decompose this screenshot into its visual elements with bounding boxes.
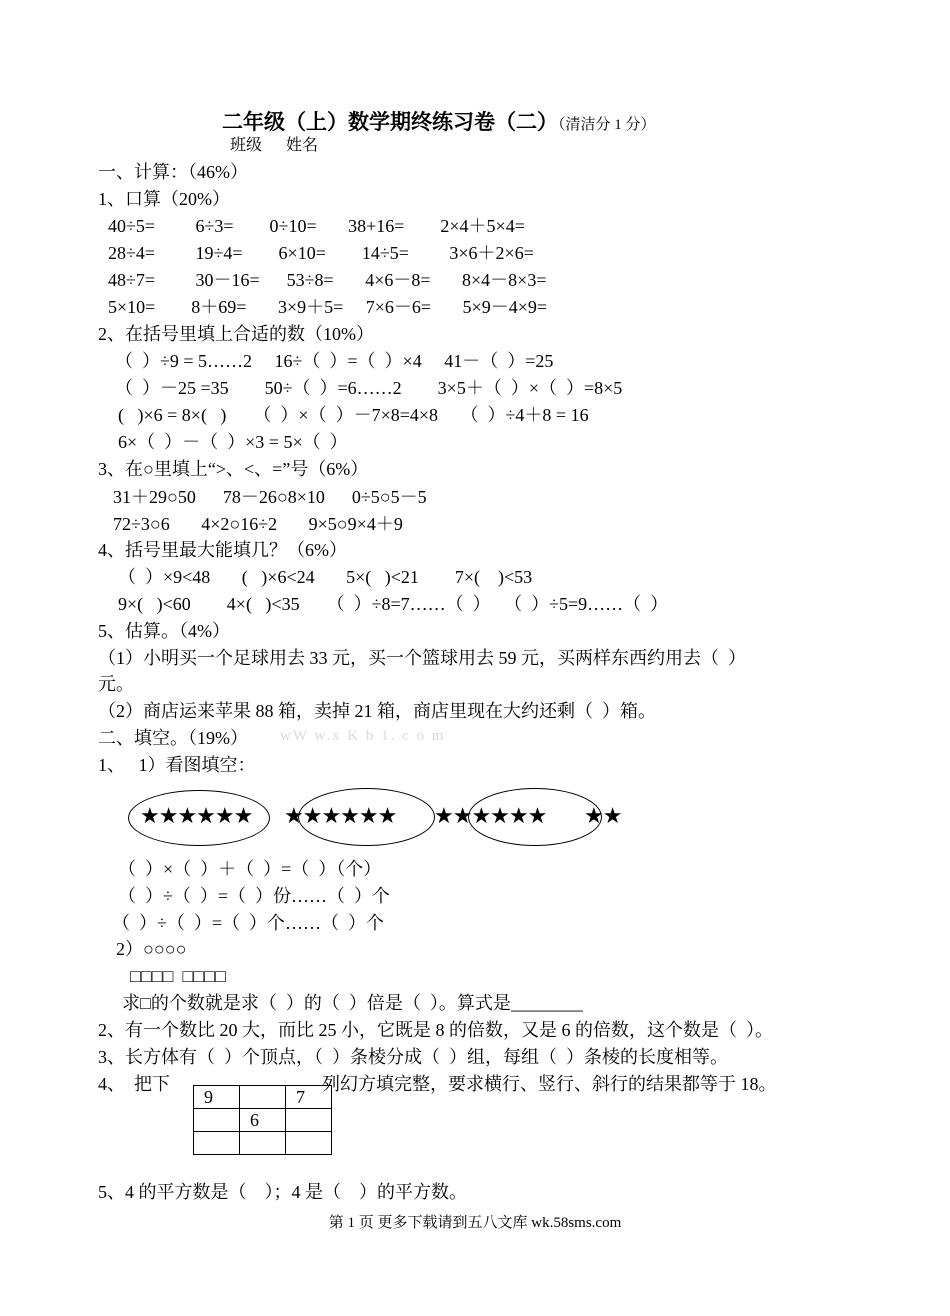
circles-line: 2）○○○○: [116, 939, 187, 959]
problem-line: 5×10= 8＋69= 3×9＋5= 7×6－6= 5×9－4×9=: [108, 297, 548, 317]
page-footer: 第 1 页 更多下载请到五八文库 wk.58sms.com: [328, 1215, 622, 1231]
question-heading: 5、估算。（4%）: [98, 621, 230, 641]
magic-square-cell[interactable]: 6: [240, 1109, 286, 1132]
magic-square-cell[interactable]: [240, 1086, 286, 1109]
magic-square-cell[interactable]: [194, 1132, 240, 1155]
problem-line: 40÷5= 6÷3= 0÷10= 38+16= 2×4＋5×4=: [108, 216, 525, 236]
magic-square-cell[interactable]: [286, 1132, 332, 1155]
problem-line: （ ）÷（ ）=（ ）个……（ ）个: [112, 913, 385, 933]
problem-line: 6×（ ）－（ ）×3 = 5×（ ）: [118, 432, 348, 452]
magic-square-cell[interactable]: 9: [194, 1086, 240, 1109]
problem-line: 9×( )<60 4×( )<35 （ ）÷8=7……（ ） （ ）÷5=9……（ ）: [118, 594, 669, 614]
problem-line: （ ）÷9 = 5……2 16÷（ ）=（ ）×4 41－（ ）=25: [115, 351, 554, 371]
section-heading: 一、计算：（46%）: [98, 162, 248, 182]
star-group: ★★: [584, 803, 622, 828]
magic-square-cell[interactable]: [286, 1109, 332, 1132]
problem-line: 5、4 的平方数是（ ）；4 是（ ）的平方数。: [98, 1182, 467, 1202]
squares-line: □□□□ □□□□: [130, 966, 226, 986]
star-group: ★★★★★★: [284, 803, 397, 828]
problem-line: 28÷4= 19÷4= 6×10= 14÷5= 3×6＋2×6=: [108, 243, 534, 263]
problem-line: （ ）×9<48 ( )×6<24 5×( )<21 7×( )<53: [118, 567, 533, 587]
title-note: （清洁分 1 分）: [558, 117, 656, 133]
magic-square-cell[interactable]: [194, 1109, 240, 1132]
problem-line: （2）商店运来苹果 88 箱，卖掉 21 箱，商店里现在大约还剩（ ）箱。: [98, 701, 656, 721]
watermark: wW w.x K b 1. c o m: [280, 728, 446, 744]
problem-line: 2、有一个数比 20 大，而比 25 小，它既是 8 的倍数，又是 6 的倍数，这个数是（ ）。: [98, 1020, 773, 1040]
problem-line: 48÷7= 30－16= 53÷8= 4×6－8= 8×4－8×3=: [108, 270, 547, 290]
star-group: ★★★★★★: [434, 803, 547, 828]
problem-line: 元。: [98, 674, 134, 694]
magic-square-cell[interactable]: [240, 1132, 286, 1155]
star-group: ★★★★★★: [140, 803, 253, 828]
problem-line: （ ）×（ ）＋（ ）=（ ）（个）: [118, 859, 382, 879]
question-heading: 1、口算（20%）: [98, 189, 230, 209]
problem-line: 3、长方体有（ ）个顶点，（ ）条棱分成（ ）组，每组（ ）条棱的长度相等。: [98, 1047, 728, 1067]
magic-square-cell[interactable]: 7: [286, 1086, 332, 1109]
question-heading: 1、 1）看图填空：: [98, 755, 256, 775]
question-heading: 4、括号里最大能填几？（6%）: [98, 540, 347, 560]
page-title: 二年级（上）数学期终练习卷（二）（清洁分 1 分）: [222, 110, 656, 134]
question-heading: 3、在○里填上“>、<、=”号（6%）: [98, 459, 369, 479]
problem-line: ( )×6 = 8×( ) （ ）×（ ）－7×8=4×8 （ ）÷4＋8 = 16: [118, 405, 589, 425]
problem-line: （ ）÷（ ）=（ ）份……（ ）个: [118, 886, 391, 906]
section-heading: 二、填空。（19%）: [98, 728, 248, 748]
magic-square: [193, 1085, 332, 1155]
class-name-line: 班级 姓名: [230, 137, 319, 154]
problem-line: 4、 把下: [98, 1074, 170, 1094]
problem-line: 求□的个数就是求（ ）的（ ）倍是（ ）。算式是________: [122, 993, 583, 1013]
question-heading: 2、在括号里填上合适的数（10%）: [98, 324, 374, 344]
problem-line: （1）小明买一个足球用去 33 元，买一个篮球用去 59 元，买两样东西约用去（ ）: [98, 648, 746, 668]
problem-line: （ ）－25 =35 50÷（ ）=6……2 3×5＋（ ）×（ ）=8×5: [115, 378, 623, 398]
problem-line: 31＋29○50 78－26○8×10 0÷5○5－5: [113, 487, 427, 507]
problem-line: 列幻方填完整，要求横行、竖行、斜行的结果都等于 18。: [322, 1074, 777, 1094]
problem-line: 72÷3○6 4×2○16÷2 9×5○9×4＋9: [113, 514, 403, 534]
